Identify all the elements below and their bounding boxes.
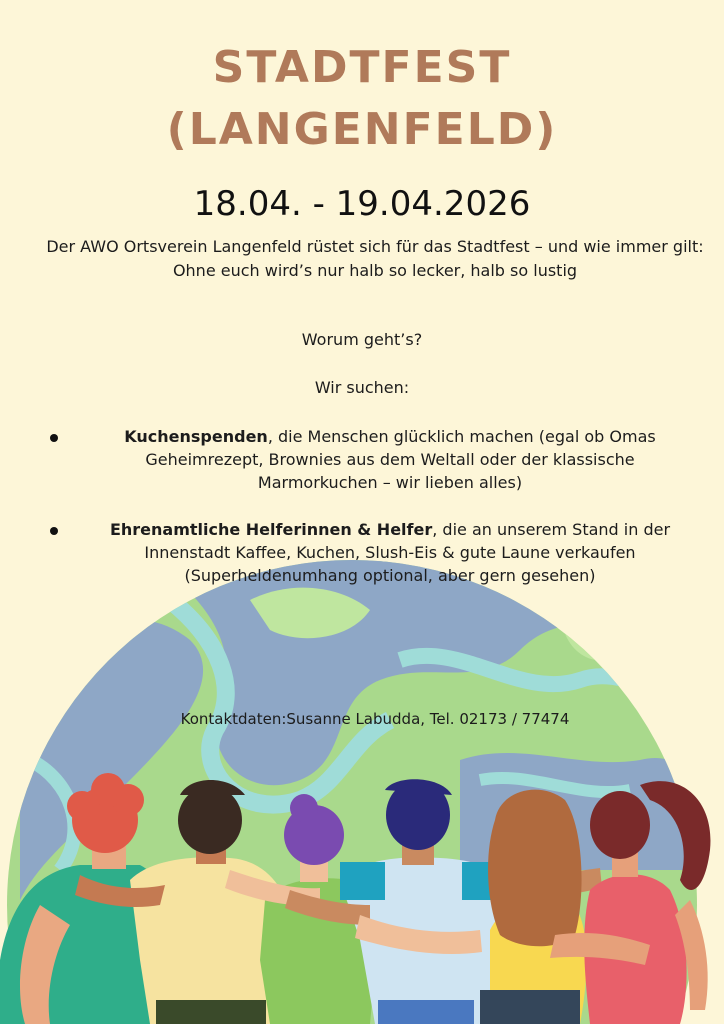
event-date: 18.04. - 19.04.2026: [193, 184, 531, 224]
bullet-item-text: , die Menschen glücklich machen (egal ob Omas Geheimrezept, Brownies aus dem Weltall oder der klassische Marmorkuchen – wir lieben alles): [145, 427, 656, 492]
search-heading: Wir suchen:: [314, 378, 410, 397]
bullet-item-title: Kuchenspenden: [124, 427, 268, 446]
bullet-item-helpers: [90, 518, 690, 587]
bullet-item-text: , die an unserem Stand in der Innenstadt Kaffee, Kuchen, Slush-Eis & gute Laune verkaufen (Superheldenumhang optional, aber gern gesehen): [144, 520, 671, 585]
question-heading: Worum geht’s?: [301, 330, 423, 349]
intro-text: Der AWO Ortsverein Langenfeld rüstet sich für das Stadtfest – und wie immer gilt: Ohne euch wird’s nur halb so lecker, halb so lustig: [46, 237, 704, 280]
page-title-line2: (LANGENFELD): [166, 104, 558, 155]
bullet-item-title: Ehrenamtliche Helferinnen & Helfer: [109, 520, 433, 539]
page-title-line1: STADTFEST: [212, 42, 512, 93]
contact-info: Kontaktdaten:Susanne Labudda, Tel. 02173 / 77474: [180, 710, 570, 728]
bullet-icon: [50, 434, 58, 442]
bullet-icon: [50, 527, 58, 535]
bullet-item-cake: [90, 425, 690, 494]
